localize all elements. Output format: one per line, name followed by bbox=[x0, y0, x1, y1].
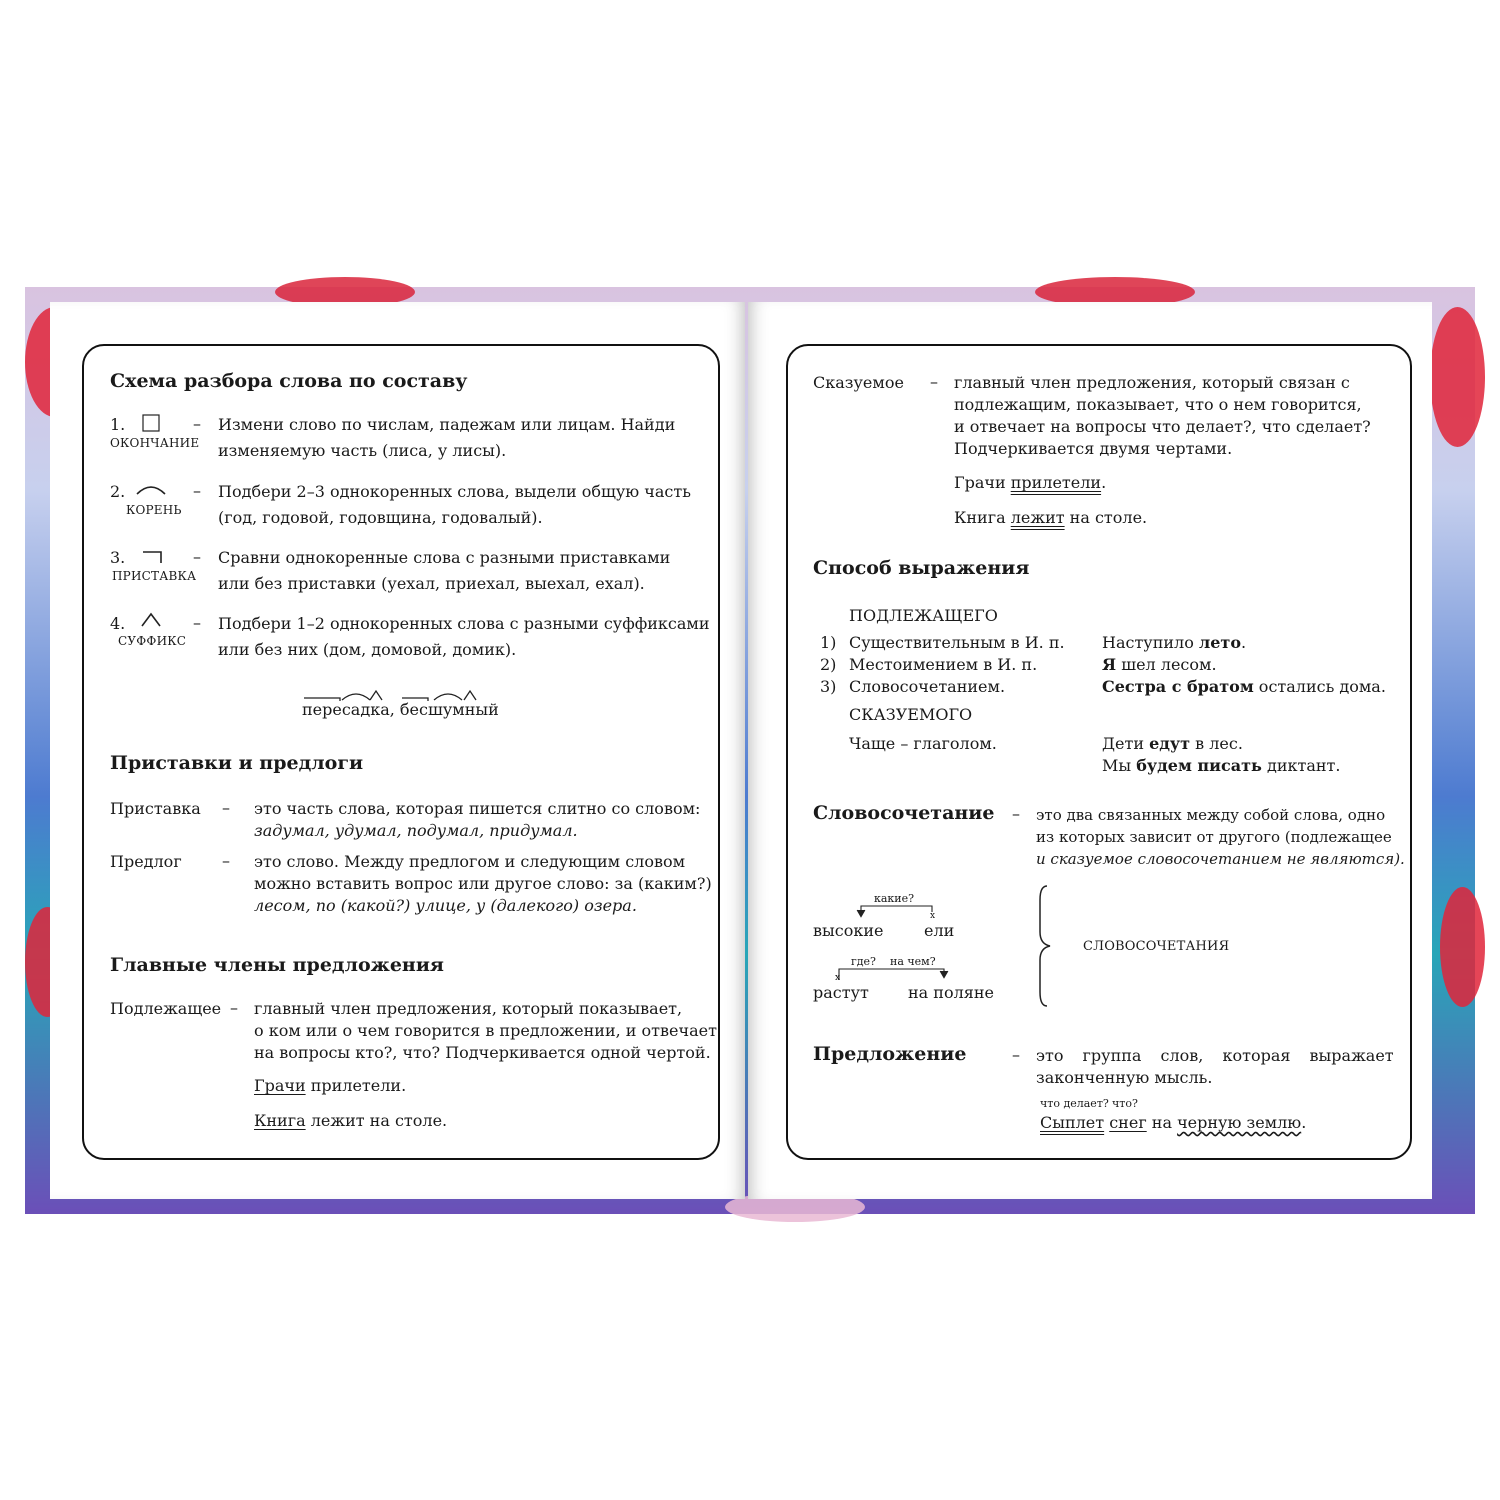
definition-text: главный член предложения, который связан с bbox=[954, 373, 1350, 392]
definition-text: лесом, по (какой?) улице, у (далекого) озера. bbox=[254, 896, 637, 915]
dash: – bbox=[222, 798, 230, 817]
question-label: что делает? bbox=[1040, 1097, 1109, 1110]
item-label: ОКОНЧАНИЕ bbox=[110, 436, 200, 450]
dash: – bbox=[1012, 804, 1020, 823]
question-label: где? bbox=[851, 955, 876, 968]
definition-text: Подчеркивается двумя чертами. bbox=[954, 439, 1233, 458]
example-rest: . bbox=[1301, 1113, 1307, 1132]
item-text: изменяемую часть (лиса, у лисы). bbox=[218, 441, 507, 460]
example-rest: Мы bbox=[1102, 756, 1137, 775]
phrase-word: растут bbox=[813, 983, 869, 1002]
item-label: КОРЕНЬ bbox=[126, 503, 182, 517]
ending-box-icon bbox=[142, 414, 160, 432]
section-title-word-analysis: Схема разбора слова по составу bbox=[110, 370, 468, 392]
dash: – bbox=[193, 613, 201, 632]
way-text: Словосочетанием. bbox=[849, 677, 1006, 696]
definition-text: и сказуемое словосочетанием не являются). bbox=[1036, 850, 1405, 868]
dash: – bbox=[193, 481, 201, 500]
example-bold: будем писать bbox=[1136, 756, 1262, 775]
dash: – bbox=[222, 851, 230, 870]
way-example bbox=[1102, 733, 1243, 755]
definition-text: можно вставить вопрос или другое слово: за (каким?) bbox=[254, 874, 712, 893]
subject-word: Грачи bbox=[254, 1076, 306, 1095]
way-example bbox=[1102, 654, 1217, 676]
dash: – bbox=[193, 414, 201, 433]
predicate-word: прилетели bbox=[1010, 473, 1102, 492]
subject-word: Книга bbox=[254, 1111, 306, 1130]
example-bold: лето bbox=[1198, 633, 1241, 652]
section-title-prefixes: Приставки и предлоги bbox=[110, 752, 364, 774]
item-number: 3. bbox=[110, 548, 126, 567]
term-prefix: Приставка bbox=[110, 799, 201, 818]
subheading-predicate: СКАЗУЕМОГО bbox=[849, 705, 973, 724]
way-example bbox=[1102, 632, 1246, 654]
example-rest: Дети bbox=[1102, 734, 1150, 753]
example-rest: прилетели. bbox=[305, 1076, 407, 1095]
section-title-sentence: Предложение bbox=[813, 1043, 967, 1065]
example-rest: . bbox=[1101, 473, 1107, 492]
item-label: ПРИСТАВКА bbox=[112, 569, 197, 583]
main-word-mark: x bbox=[835, 973, 841, 983]
example-sentence bbox=[954, 472, 1106, 494]
definition-text: подлежащим, показывает, что о нем говорится, bbox=[954, 395, 1362, 414]
example-rest: . bbox=[1240, 633, 1247, 652]
example-rest: Грачи bbox=[954, 473, 1011, 492]
question-label: на чем? bbox=[890, 955, 936, 968]
question-label: что? bbox=[1112, 1097, 1138, 1110]
phrase-word: на поляне bbox=[908, 983, 994, 1002]
dash: – bbox=[230, 998, 238, 1017]
predicate-word: лежит bbox=[1010, 508, 1065, 527]
way-text: Чаще – глаголом. bbox=[849, 734, 997, 753]
example-rest: Книга bbox=[954, 508, 1011, 527]
example-rest: шел лесом. bbox=[1116, 655, 1217, 674]
phrase-word: ели bbox=[924, 921, 955, 940]
example-sentence bbox=[1040, 1112, 1306, 1134]
example-sentence bbox=[254, 1110, 447, 1132]
item-text: Сравни однокоренные слова с разными приставками bbox=[218, 548, 671, 567]
item-text: Измени слово по числам, падежам или лицам. Найди bbox=[218, 415, 676, 434]
way-number: 3) bbox=[820, 677, 837, 696]
definition-text: главный член предложения, который показывает, bbox=[254, 999, 683, 1018]
example-rest: диктант. bbox=[1261, 756, 1341, 775]
term-subject: Подлежащее bbox=[110, 999, 222, 1018]
example-rest: на bbox=[1146, 1113, 1178, 1132]
definition-text: это слово. Между предлогом и следующим словом bbox=[254, 852, 686, 871]
example-rest: в лес. bbox=[1190, 734, 1243, 753]
subject-word: снег bbox=[1109, 1113, 1147, 1132]
butterfly-decoration bbox=[1430, 307, 1485, 447]
prefix-mark-icon bbox=[142, 549, 164, 565]
example-bold: Сестра с братом bbox=[1102, 677, 1254, 696]
main-word-mark: x bbox=[930, 911, 936, 921]
item-label: СУФФИКС bbox=[118, 634, 187, 648]
example-rest: остались дома. bbox=[1253, 677, 1386, 696]
definition-text: это часть слова, которая пишется слитно со словом: bbox=[254, 799, 701, 818]
definition-text: на вопросы кто?, что? Подчеркивается одной чертой. bbox=[254, 1043, 711, 1062]
predicate-word: Сыплет bbox=[1040, 1113, 1105, 1132]
section-title-main-members: Главные члены предложения bbox=[110, 954, 444, 976]
item-text: Подбери 1–2 однокоренных слова с разными суффиксами bbox=[218, 614, 710, 633]
example-bold: едут bbox=[1149, 734, 1191, 753]
subheading-subject: ПОДЛЕЖАЩЕГО bbox=[849, 606, 998, 625]
example-rest: лежит на столе. bbox=[305, 1111, 448, 1130]
example-sentence bbox=[254, 1075, 406, 1097]
item-number: 4. bbox=[110, 614, 126, 633]
definition-text: законченную мысль. bbox=[1036, 1068, 1213, 1087]
definition-text bbox=[1036, 826, 1392, 848]
section-title-phrase: Словосочетание bbox=[813, 802, 995, 824]
question-label: какие? bbox=[874, 892, 915, 905]
term-preposition: Предлог bbox=[110, 852, 182, 871]
definition-text: это группа слов, которая выражает bbox=[1036, 1046, 1394, 1065]
root-arc-icon bbox=[135, 482, 167, 496]
definition-text: это два связанных между собой слова, одно bbox=[1036, 806, 1386, 824]
way-number: 1) bbox=[820, 633, 837, 652]
way-number: 2) bbox=[820, 655, 837, 674]
definition-text: и отвечает на вопросы что делает?, что сделает? bbox=[954, 417, 1371, 436]
definition-text-part: из которых зависит от другого (подлежащее bbox=[1036, 828, 1392, 846]
item-text: Подбери 2–3 однокоренных слова, выдели общую часть bbox=[218, 482, 691, 501]
example-rest: Наступило bbox=[1102, 633, 1199, 652]
way-example bbox=[1102, 676, 1386, 698]
item-text: или без них (дом, домовой, домик). bbox=[218, 640, 517, 659]
brace-label: СЛОВОСОЧЕТАНИЯ bbox=[1083, 939, 1230, 954]
item-number: 1. bbox=[110, 415, 126, 434]
item-text: (год, годовой, годовщина, годовалый). bbox=[218, 508, 543, 527]
butterfly-decoration bbox=[1440, 887, 1485, 1007]
secondary-member: черную землю bbox=[1177, 1113, 1302, 1132]
definition-text: о ком или о чем говорится в предложении, и отвечает bbox=[254, 1021, 717, 1040]
way-text: Местоимением в И. п. bbox=[849, 655, 1038, 674]
dash: – bbox=[1012, 1045, 1020, 1064]
dash: – bbox=[930, 372, 938, 391]
dash: – bbox=[193, 547, 201, 566]
example-bold: Я bbox=[1102, 655, 1117, 674]
suffix-caret-icon bbox=[140, 612, 162, 628]
example-rest: на столе. bbox=[1064, 508, 1148, 527]
way-text: Существительным в И. п. bbox=[849, 633, 1065, 652]
term-predicate: Сказуемое bbox=[813, 373, 904, 392]
morpheme-example: пересадка, бесшумный bbox=[302, 700, 499, 719]
section-title-expression: Способ выражения bbox=[813, 557, 1030, 579]
example-sentence bbox=[954, 507, 1147, 529]
way-example bbox=[1102, 755, 1340, 777]
item-number: 2. bbox=[110, 482, 126, 501]
item-text: или без приставки (уехал, приехал, выехал, ехал). bbox=[218, 574, 645, 593]
phrase-word: высокие bbox=[813, 921, 884, 940]
definition-examples: задумал, удумал, подумал, придумал. bbox=[254, 821, 578, 840]
